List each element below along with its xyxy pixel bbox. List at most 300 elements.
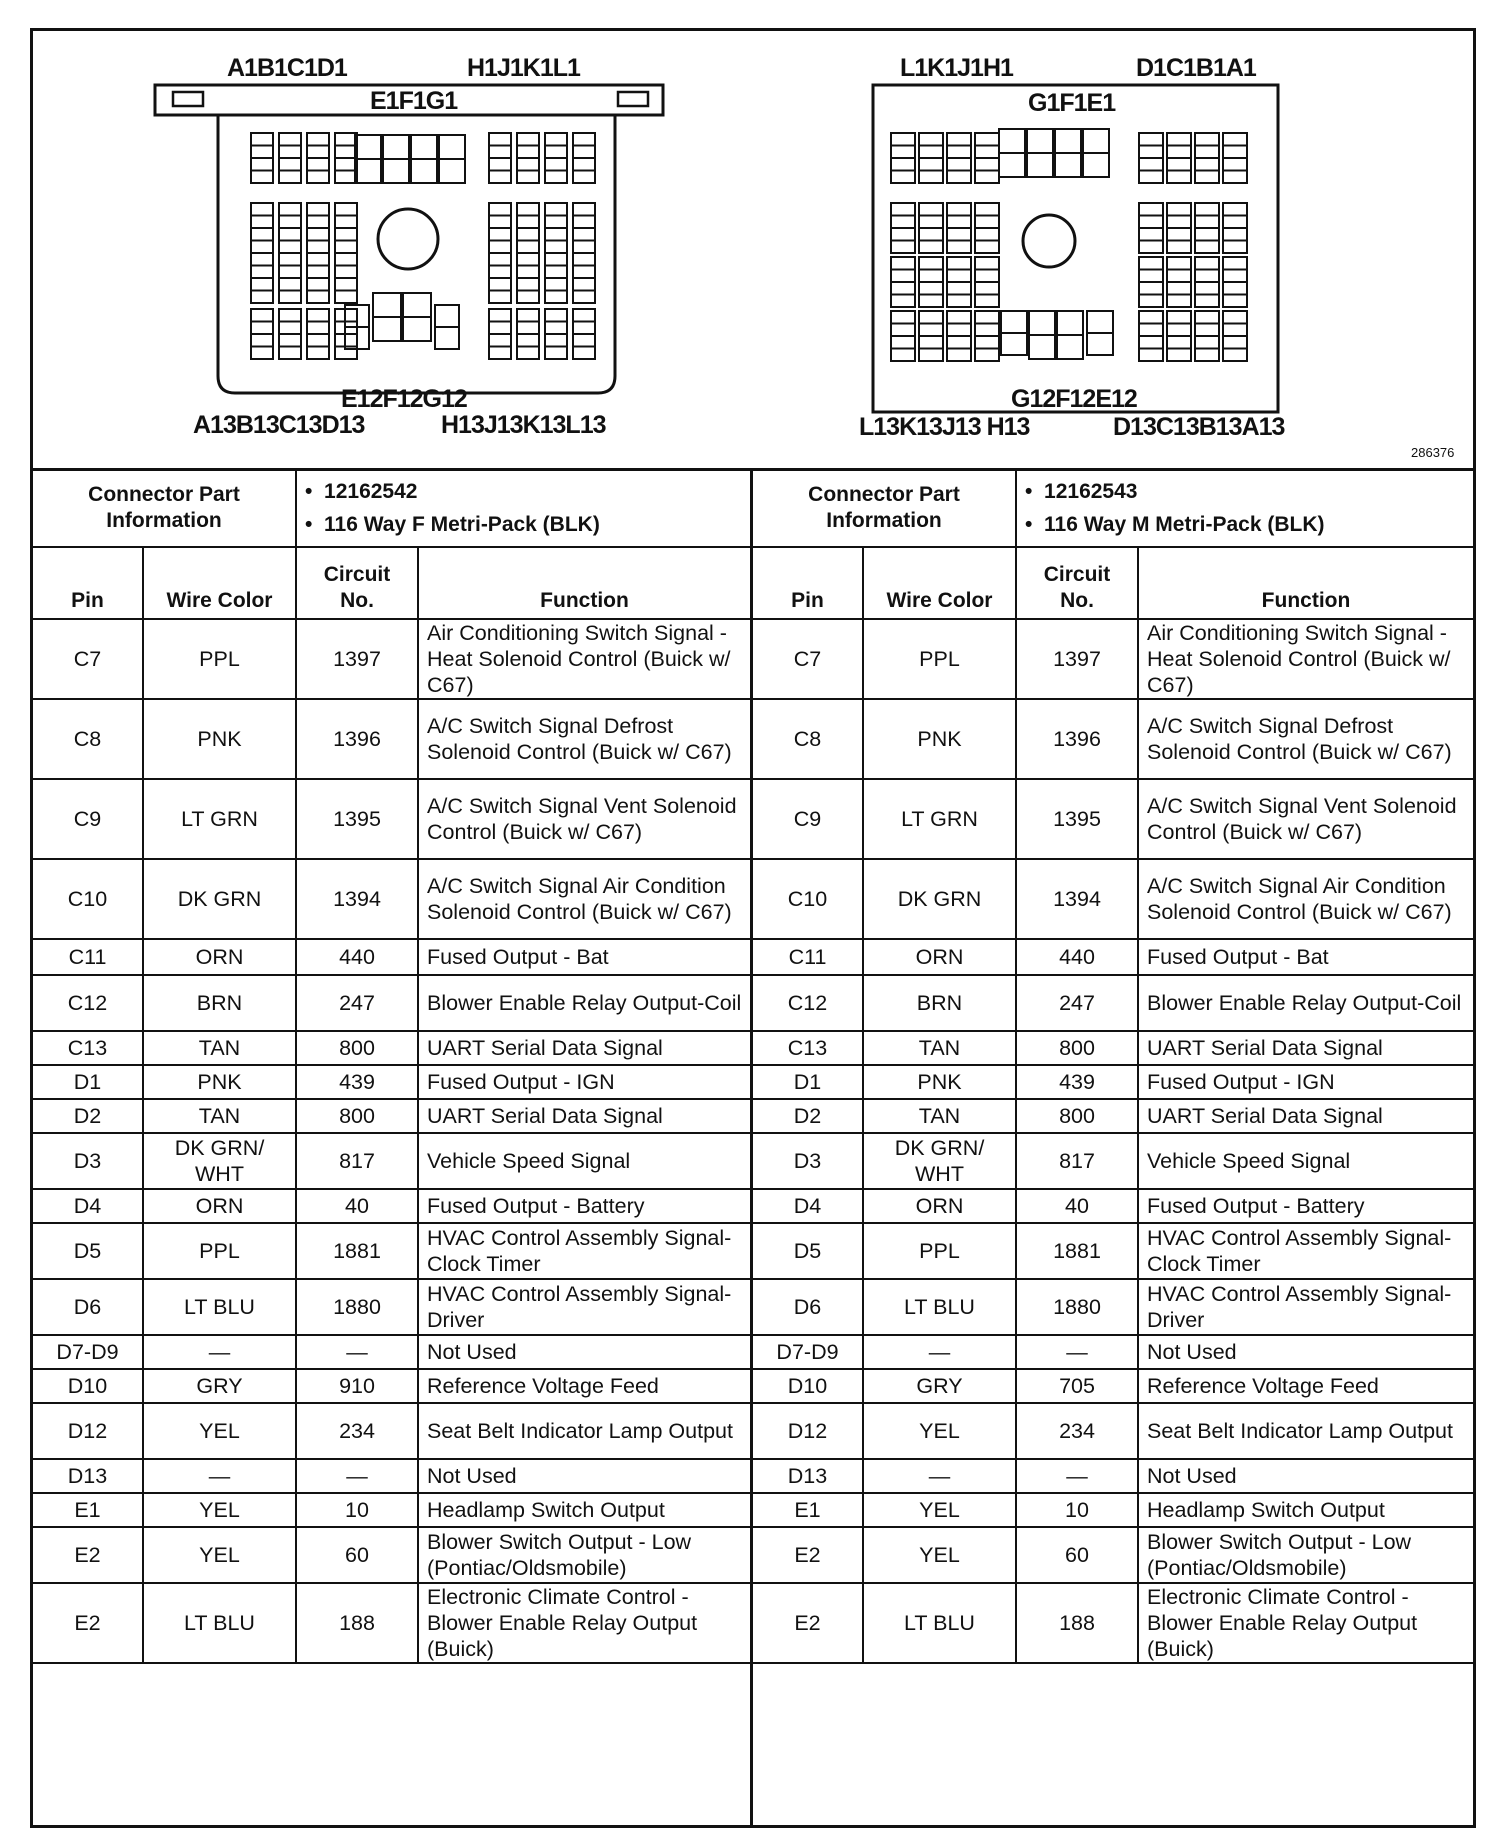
pin-cavity [573, 203, 595, 216]
function-cell: A/C Switch Signal Vent Solenoid Control (Buick w/ C67) [1138, 779, 1473, 859]
pin-cavity [1001, 311, 1027, 333]
pin-cavity [545, 291, 567, 304]
male-pinout-table [753, 468, 1473, 1664]
pin-cavity [489, 241, 511, 254]
pin-cavity [975, 295, 999, 308]
connector-info-label [33, 469, 296, 547]
part-number: • 12162543 [1025, 475, 1465, 508]
pin-cavity [279, 241, 301, 254]
wire-color-cell: DK GRN [143, 859, 296, 939]
circuit-cell: 1397 [296, 619, 418, 699]
pin-cavity [1223, 295, 1247, 308]
connector-info-values [1016, 469, 1473, 547]
connector-info-row [753, 469, 1473, 547]
table-row [753, 1031, 1473, 1065]
pin-cavity [891, 171, 915, 184]
circuit-cell: 1881 [1016, 1223, 1138, 1279]
pin-cavity [573, 216, 595, 229]
connector-info-label [753, 469, 1016, 547]
pin-cavity [545, 216, 567, 229]
wire-color-cell: DK GRN/ WHT [863, 1133, 1016, 1189]
pin-cavity [517, 146, 539, 159]
pin-cavity [403, 317, 431, 341]
pin-cavity [279, 171, 301, 184]
table-row [753, 939, 1473, 975]
wire-color-cell: LT BLU [143, 1279, 296, 1335]
pin-cavity [1195, 324, 1219, 337]
pin-cavity [517, 203, 539, 216]
pin-cavity [1195, 349, 1219, 362]
pin-cell: D1 [753, 1065, 863, 1099]
circuit-cell: 1394 [1016, 859, 1138, 939]
function-cell: A/C Switch Signal Air Condition Solenoid Control (Buick w/ C67) [1138, 859, 1473, 939]
pin-cavity [573, 291, 595, 304]
function-cell: Not Used [1138, 1459, 1473, 1493]
pin-cavity [489, 171, 511, 184]
pin-cavity [1223, 257, 1247, 270]
pin-cavity [251, 216, 273, 229]
table-row [753, 1583, 1473, 1663]
pin-cavity [279, 291, 301, 304]
table-row [753, 1133, 1473, 1189]
pin-cavity [1027, 129, 1053, 153]
function-cell: Blower Enable Relay Output-Coil [1138, 975, 1473, 1031]
male-bottom-center-pin-labels: G12F12E12 [1011, 385, 1137, 413]
pin-cavity [1139, 311, 1163, 324]
column-header-row [33, 547, 750, 619]
pin-cavity [573, 228, 595, 241]
male-bottom-right-pin-labels: D13C13B13A13 [1113, 413, 1285, 441]
pin-cavity [545, 171, 567, 184]
pin-cell: C10 [33, 859, 143, 939]
pin-cavity [891, 257, 915, 270]
pin-cavity [517, 266, 539, 279]
pin-cell: C8 [33, 699, 143, 779]
pin-cavity [573, 253, 595, 266]
pin-cavity [891, 270, 915, 283]
connector-description: • 116 Way F Metri-Pack (BLK) [305, 508, 742, 541]
function-cell: Headlamp Switch Output [1138, 1493, 1473, 1527]
pin-cavity [517, 253, 539, 266]
pin-cell: E2 [33, 1583, 143, 1663]
pin-cavity [891, 282, 915, 295]
pin-cavity [947, 158, 971, 171]
pin-cavity [307, 291, 329, 304]
circuit-cell: 60 [296, 1527, 418, 1583]
function-cell: A/C Switch Signal Defrost Solenoid Control (Buick w/ C67) [418, 699, 750, 779]
pin-cavity [573, 278, 595, 291]
pin-cell: D3 [33, 1133, 143, 1189]
pin-cavity [279, 278, 301, 291]
female-cavity-grid [251, 133, 595, 359]
pin-cavity [975, 349, 999, 362]
pin-cell: C7 [753, 619, 863, 699]
connector-info-label-line2: Information [826, 509, 942, 532]
pin-cavity [489, 309, 511, 322]
function-cell: Fused Output - Battery [418, 1189, 750, 1223]
pin-cavity [1167, 311, 1191, 324]
table-row [33, 1369, 750, 1403]
circuit-cell: 439 [296, 1065, 418, 1099]
table-row [33, 699, 750, 779]
connector-diagram [33, 31, 1473, 471]
pin-cavity [517, 241, 539, 254]
pin-cavity [573, 347, 595, 360]
circuit-cell: 1880 [296, 1279, 418, 1335]
pin-cell: D6 [753, 1279, 863, 1335]
pin-cavity [999, 153, 1025, 177]
pin-cavity [279, 266, 301, 279]
pin-cell: E2 [33, 1527, 143, 1583]
pin-cavity [1139, 133, 1163, 146]
wire-color-cell: PNK [863, 1065, 1016, 1099]
function-cell: Vehicle Speed Signal [418, 1133, 750, 1189]
pin-cavity [489, 203, 511, 216]
column-header-row [753, 547, 1473, 619]
table-row [33, 859, 750, 939]
connector-info-label-line1: Connector Part [88, 483, 240, 506]
pin-cavity [573, 133, 595, 146]
pin-cavity [1195, 158, 1219, 171]
wire-color-cell: LT GRN [143, 779, 296, 859]
circuit-cell: 439 [1016, 1065, 1138, 1099]
pin-cavity [1167, 324, 1191, 337]
table-row [33, 939, 750, 975]
pin-cavity [1167, 282, 1191, 295]
wire-color-cell: GRY [143, 1369, 296, 1403]
pin-cavity [355, 135, 381, 159]
pin-cell: C13 [753, 1031, 863, 1065]
pin-cell: D5 [753, 1223, 863, 1279]
pin-cavity [307, 266, 329, 279]
pin-cavity [335, 253, 357, 266]
pin-cavity [975, 216, 999, 229]
table-row [753, 1493, 1473, 1527]
pin-cavity [279, 158, 301, 171]
function-cell: Fused Output - IGN [418, 1065, 750, 1099]
pin-cell: D2 [753, 1099, 863, 1133]
pin-cavity [545, 241, 567, 254]
pin-cavity [891, 336, 915, 349]
pin-cavity [251, 253, 273, 266]
pin-cavity [919, 241, 943, 254]
table-row [33, 1189, 750, 1223]
pin-cavity [1167, 146, 1191, 159]
wire-color-cell: BRN [863, 975, 1016, 1031]
male-center-hole [1023, 215, 1075, 267]
pin-cavity [411, 135, 437, 159]
wire-color-cell: — [143, 1459, 296, 1493]
wire-color-cell: YEL [863, 1527, 1016, 1583]
male-connector [873, 85, 1278, 412]
pin-cavity [545, 203, 567, 216]
pin-cavity [545, 278, 567, 291]
pin-cavity [545, 133, 567, 146]
pin-cavity [517, 228, 539, 241]
table-row [33, 1583, 750, 1663]
female-bottom-left-pin-labels: A13B13C13D13 [193, 411, 365, 439]
pin-cavity [919, 282, 943, 295]
circuit-cell: 247 [296, 975, 418, 1031]
wire-color-cell: DK GRN [863, 859, 1016, 939]
pin-cavity [947, 203, 971, 216]
function-cell: A/C Switch Signal Defrost Solenoid Control (Buick w/ C67) [1138, 699, 1473, 779]
pin-cavity [307, 241, 329, 254]
pin-cavity [891, 146, 915, 159]
circuit-cell: — [296, 1335, 418, 1369]
pin-cavity [919, 349, 943, 362]
pin-cell: C11 [33, 939, 143, 975]
pin-cavity [919, 311, 943, 324]
wire-color-cell: PPL [143, 1223, 296, 1279]
pin-cavity [1057, 311, 1083, 335]
circuit-cell: 1395 [296, 779, 418, 859]
pin-cavity [1139, 282, 1163, 295]
pin-cavity [251, 203, 273, 216]
pin-cavity [1195, 133, 1219, 146]
function-cell: A/C Switch Signal Vent Solenoid Control (Buick w/ C67) [418, 779, 750, 859]
pin-cavity [1195, 228, 1219, 241]
function-cell: Fused Output - IGN [1138, 1065, 1473, 1099]
table-row [753, 1335, 1473, 1369]
pin-cavity [573, 322, 595, 335]
wire-color-cell: TAN [143, 1031, 296, 1065]
pin-cavity [573, 334, 595, 347]
pin-cell: E2 [753, 1527, 863, 1583]
function-cell: UART Serial Data Signal [418, 1099, 750, 1133]
pin-cavity [975, 336, 999, 349]
wire-color-cell: PNK [143, 699, 296, 779]
wire-color-cell: TAN [863, 1031, 1016, 1065]
pin-cavity [307, 203, 329, 216]
pin-cavity [1139, 336, 1163, 349]
pin-cavity [1139, 228, 1163, 241]
pin-cavity [1195, 270, 1219, 283]
pin-cavity [335, 266, 357, 279]
circuit-cell: 910 [296, 1369, 418, 1403]
wire-color-cell: LT BLU [863, 1583, 1016, 1663]
pin-cavity [975, 270, 999, 283]
table-row [33, 1527, 750, 1583]
function-cell: UART Serial Data Signal [1138, 1099, 1473, 1133]
circuit-cell: — [1016, 1459, 1138, 1493]
circuit-cell: 188 [1016, 1583, 1138, 1663]
pin-cavity [1167, 336, 1191, 349]
pin-cavity [975, 171, 999, 184]
pin-cavity [307, 158, 329, 171]
table-row [753, 699, 1473, 779]
pin-cell: D3 [753, 1133, 863, 1189]
pin-header: Pin [33, 547, 143, 619]
wire-color-cell: PNK [143, 1065, 296, 1099]
pin-cavity [891, 241, 915, 254]
female-left-latch [173, 92, 203, 106]
pin-cavity [919, 257, 943, 270]
function-cell: Seat Belt Indicator Lamp Output [418, 1403, 750, 1459]
pin-cavity [307, 322, 329, 335]
pin-cavity [919, 336, 943, 349]
pin-cell: D10 [753, 1369, 863, 1403]
pin-cavity [335, 291, 357, 304]
female-bottom-center-pin-labels: E12F12G12 [341, 385, 467, 413]
pin-cavity [975, 324, 999, 337]
pin-cavity [251, 146, 273, 159]
pin-cavity [1167, 133, 1191, 146]
circuit-cell: 234 [296, 1403, 418, 1459]
pin-cavity [975, 203, 999, 216]
pin-cavity [1195, 171, 1219, 184]
pin-cavity [947, 228, 971, 241]
pin-cavity [573, 171, 595, 184]
table-row [33, 1279, 750, 1335]
wire-color-cell: PPL [143, 619, 296, 699]
table-row [33, 1099, 750, 1133]
wire-color-header: Wire Color [863, 547, 1016, 619]
pin-cavity [307, 253, 329, 266]
circuit-cell: 247 [1016, 975, 1138, 1031]
pin-cavity [1027, 153, 1053, 177]
pin-cavity [947, 282, 971, 295]
function-cell: Blower Switch Output - Low (Pontiac/Oldsmobile) [1138, 1527, 1473, 1583]
function-cell: Electronic Climate Control - Blower Enable Relay Output (Buick) [418, 1583, 750, 1663]
female-right-latch [618, 92, 648, 106]
pin-cavity [489, 228, 511, 241]
pin-cell: D13 [33, 1459, 143, 1493]
circuit-cell: 40 [296, 1189, 418, 1223]
pin-cavity [1167, 295, 1191, 308]
pin-cavity [1195, 257, 1219, 270]
pin-cavity [1167, 228, 1191, 241]
pin-cavity [335, 228, 357, 241]
table-row [753, 1065, 1473, 1099]
pin-cavity [1223, 241, 1247, 254]
pin-cavity [919, 203, 943, 216]
pin-cavity [517, 334, 539, 347]
female-top-right-pin-labels: H1J1K1L1 [467, 54, 580, 82]
pin-cell: C12 [753, 975, 863, 1031]
pin-cavity [545, 322, 567, 335]
pin-cavity [403, 293, 431, 317]
function-cell: Not Used [418, 1459, 750, 1493]
function-cell: Headlamp Switch Output [418, 1493, 750, 1527]
pin-cavity [307, 334, 329, 347]
pin-cavity [1223, 171, 1247, 184]
pin-cavity [1223, 311, 1247, 324]
wire-color-cell: — [863, 1459, 1016, 1493]
pin-cavity [1195, 241, 1219, 254]
male-bottom-left-pin-labels: L13K13J13 H13 [859, 413, 1030, 441]
pin-cavity [251, 171, 273, 184]
male-housing [873, 85, 1278, 412]
table-row [33, 619, 750, 699]
pin-cell: D13 [753, 1459, 863, 1493]
pin-cavity [1223, 282, 1247, 295]
pin-cavity [919, 133, 943, 146]
pin-cavity [251, 228, 273, 241]
function-cell: Not Used [418, 1335, 750, 1369]
pin-cavity [1139, 203, 1163, 216]
pin-cavity [279, 347, 301, 360]
pin-cavity [517, 216, 539, 229]
circuit-cell: 800 [296, 1031, 418, 1065]
pin-cavity [335, 278, 357, 291]
table-row [753, 1223, 1473, 1279]
pin-cavity [1223, 146, 1247, 159]
pin-cavity [947, 257, 971, 270]
pin-cavity [251, 278, 273, 291]
circuit-header: Circuit No. [1016, 547, 1138, 619]
pin-cavity [517, 309, 539, 322]
circuit-cell: 1395 [1016, 779, 1138, 859]
pin-cavity [1139, 216, 1163, 229]
pin-cell: D12 [753, 1403, 863, 1459]
table-row [33, 1223, 750, 1279]
pin-cavity [919, 228, 943, 241]
table-row [753, 1369, 1473, 1403]
pin-cavity [891, 311, 915, 324]
wire-color-cell: YEL [863, 1403, 1016, 1459]
pin-cavity [947, 336, 971, 349]
pin-cavity [251, 241, 273, 254]
pin-cavity [947, 311, 971, 324]
table-row [753, 1099, 1473, 1133]
pin-cell: D12 [33, 1403, 143, 1459]
pin-cavity [1087, 333, 1113, 355]
function-cell: Fused Output - Battery [1138, 1189, 1473, 1223]
pin-cavity [947, 216, 971, 229]
pin-cavity [1223, 336, 1247, 349]
circuit-cell: 1880 [1016, 1279, 1138, 1335]
function-cell: UART Serial Data Signal [1138, 1031, 1473, 1065]
function-header: Function [418, 547, 750, 619]
pin-cavity [435, 327, 459, 349]
pinout-tables [33, 468, 1473, 1828]
pin-cell: C10 [753, 859, 863, 939]
pin-cavity [919, 270, 943, 283]
circuit-cell: 40 [1016, 1189, 1138, 1223]
pin-cavity [1167, 216, 1191, 229]
pin-cavity [1057, 335, 1083, 359]
function-cell: A/C Switch Signal Air Condition Solenoid Control (Buick w/ C67) [418, 859, 750, 939]
circuit-cell: 1881 [296, 1223, 418, 1279]
function-cell: Vehicle Speed Signal [1138, 1133, 1473, 1189]
pin-cavity [891, 158, 915, 171]
pin-cavity [1223, 324, 1247, 337]
pin-cavity [573, 309, 595, 322]
pin-cavity [919, 324, 943, 337]
pin-cell: C9 [33, 779, 143, 859]
pin-cavity [947, 241, 971, 254]
pin-cavity [383, 135, 409, 159]
function-cell: Air Conditioning Switch Signal - Heat Solenoid Control (Buick w/ C67) [1138, 619, 1473, 699]
table-row [753, 1279, 1473, 1335]
pin-cavity [279, 216, 301, 229]
pin-cavity [975, 241, 999, 254]
pin-cavity [1195, 146, 1219, 159]
pin-cavity [1139, 146, 1163, 159]
male-pinout-rows [753, 619, 1473, 1663]
pin-cavity [545, 146, 567, 159]
table-row [753, 619, 1473, 699]
pin-cavity [1055, 129, 1081, 153]
pin-cavity [891, 133, 915, 146]
pin-cavity [517, 278, 539, 291]
wire-color-cell: YEL [143, 1403, 296, 1459]
pin-cavity [307, 347, 329, 360]
pin-cavity [1083, 129, 1109, 153]
pin-cavity [891, 324, 915, 337]
connector-info-values [296, 469, 750, 547]
